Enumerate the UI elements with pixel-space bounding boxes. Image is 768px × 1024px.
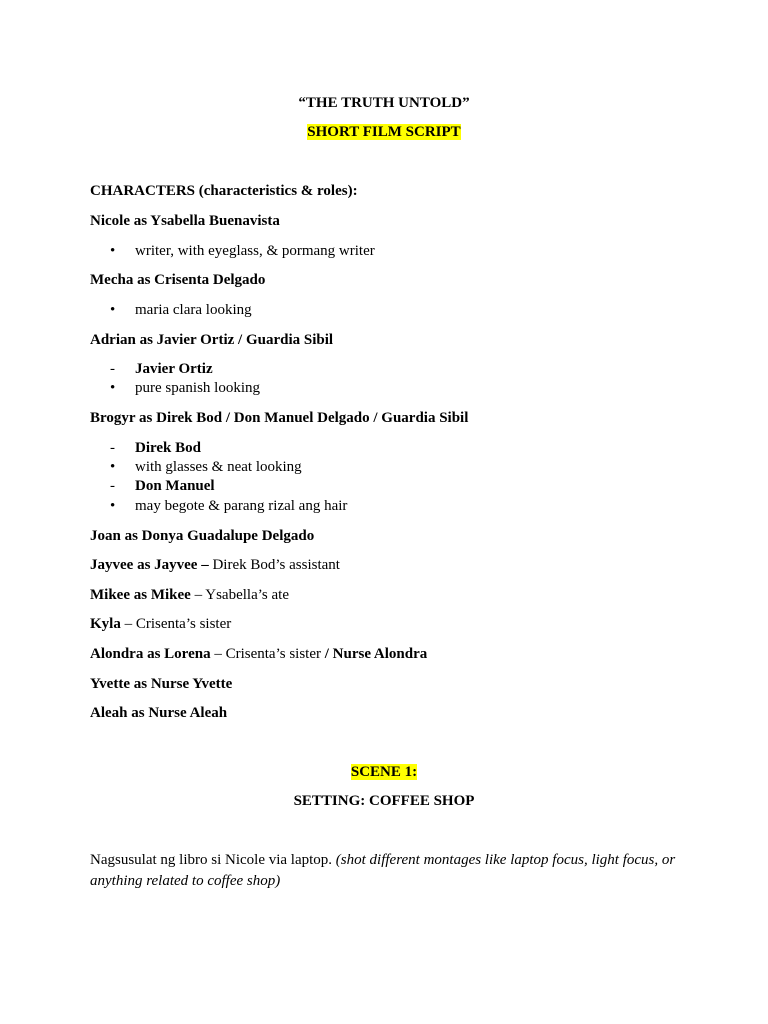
script-subtitle-text: SHORT FILM SCRIPT (307, 124, 461, 140)
character-nicole-note: writer, with eyeglass, & pormang writer (135, 243, 375, 259)
character-mecha-note: maria clara looking (135, 302, 252, 318)
characters-heading (90, 181, 358, 201)
character-jayvee-name: Jayvee as Jayvee – (90, 557, 209, 573)
character-yvette (90, 674, 232, 694)
character-brogyr (90, 408, 468, 428)
character-alondra-role: – Crisenta’s sister (210, 646, 325, 662)
character-mecha-name: Mecha as Crisenta Delgado (90, 272, 266, 288)
script-subtitle (0, 122, 768, 142)
character-nicole-name: Nicole as Ysabella Buenavista (90, 213, 280, 229)
bullet-icon: • (110, 243, 116, 259)
script-title (0, 93, 768, 113)
character-brogyr-name: Brogyr as Direk Bod / Don Manuel Delgado / Guardia Sibil (90, 410, 469, 426)
character-brogyr-note-1: with glasses & neat looking (135, 459, 302, 475)
character-aleah (90, 703, 227, 723)
character-joan-name: Joan as Donya Guadalupe Delgado (90, 528, 315, 544)
role-label: Javier Ortiz (135, 361, 213, 377)
character-mikee (90, 585, 289, 605)
character-alondra-name: Alondra as Lorena (90, 646, 211, 662)
character-mikee-role: – Ysabella’s ate (190, 587, 289, 603)
character-brogyr-role-1 (135, 438, 201, 458)
character-adrian-name: Adrian as Javier Ortiz / Guardia Sibil (90, 332, 334, 348)
scene-setting-text: SETTING: COFFEE SHOP (293, 793, 475, 809)
dash-marker: - (110, 440, 115, 456)
character-yvette-name: Yvette as Nurse Yvette (90, 676, 233, 692)
character-nicole (90, 211, 280, 231)
scene-direction-text: (shot different montages like laptop focus, light focus, or anything related to coffee shop) (90, 852, 676, 889)
character-aleah-name: Aleah as Nurse Aleah (90, 705, 228, 721)
bullet-icon: • (110, 498, 116, 514)
dash-marker: - (110, 361, 115, 377)
character-brogyr-note-2: may begote & parang rizal ang hair (135, 498, 348, 514)
character-adrian (90, 330, 333, 350)
character-adrian-note-1: pure spanish looking (135, 380, 260, 396)
bullet-icon: • (110, 380, 116, 396)
character-kyla-name: Kyla (90, 616, 121, 632)
character-alondra (90, 644, 427, 664)
character-brogyr-role-2 (135, 476, 215, 496)
character-mecha (90, 270, 265, 290)
character-alondra-extra: / Nurse Alondra (324, 646, 428, 662)
role-label: Direk Bod (135, 440, 201, 456)
character-jayvee-role: Direk Bod’s assistant (208, 557, 340, 573)
character-kyla-role: – Crisenta’s sister (120, 616, 232, 632)
character-jayvee (90, 555, 340, 575)
scene-label: SCENE 1: (350, 764, 418, 780)
scene-action-text: Nagsusulat ng libro si Nicole via laptop. (90, 852, 336, 868)
character-adrian-role-1 (135, 359, 213, 379)
character-kyla (90, 614, 231, 634)
bullet-icon: • (110, 302, 116, 318)
scene-action-paragraph (90, 850, 680, 892)
role-label: Don Manuel (135, 478, 215, 494)
script-title-text: “THE TRUTH UNTOLD” (298, 95, 470, 111)
scene-heading (0, 762, 768, 782)
bullet-icon: • (110, 459, 116, 475)
dash-marker: - (110, 478, 115, 494)
characters-heading-text: CHARACTERS (characteristics & roles): (90, 183, 358, 199)
scene-setting (0, 791, 768, 811)
character-joan (90, 526, 314, 546)
character-mikee-name: Mikee as Mikee (90, 587, 191, 603)
